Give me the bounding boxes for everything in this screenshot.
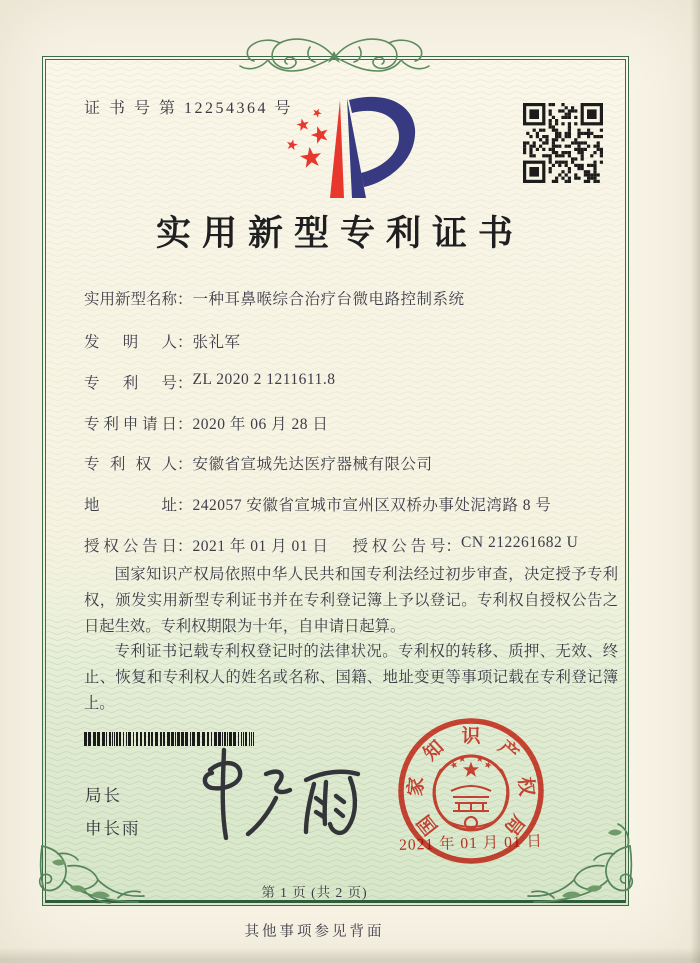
field-value: 242057 安徽省宣城市宣州区双桥办事处泥湾路 8 号 — [192, 497, 552, 514]
field-value: 2020 年 06 月 28 日 — [192, 416, 329, 433]
page-number: 第 1 页 (共 2 页) — [261, 885, 368, 900]
signer-name: 申长雨 — [85, 819, 141, 838]
field-colon: ： — [177, 334, 193, 351]
field-row-patent-number — [84, 371, 618, 393]
field-label: 授权公告日 — [84, 538, 177, 555]
svg-text:国: 国 — [413, 810, 443, 839]
field-value: 一种耳鼻喉综合治疗台微电路控制系统 — [192, 291, 465, 308]
svg-text:权: 权 — [514, 776, 537, 797]
field-row-address — [84, 493, 618, 515]
field-row-patentee — [84, 452, 618, 474]
field-colon: ： — [177, 538, 193, 555]
field-row-filing-date — [84, 412, 618, 434]
legal-paragraph-1: 国家知识产权局依照中华人民共和国专利法经过初步审查，决定授予专利权，颁发实用新型专利证书并在专利登记簿上予以登记。专利权自授权公告之日起生效。专利权期限为十年，自申请日起算。 — [84, 566, 618, 635]
field-label: 地址 — [84, 497, 177, 514]
field-row-grant — [84, 534, 618, 556]
legal-text-block — [84, 562, 618, 717]
certificate-number: 证 书 号 第 12254364 号 — [84, 100, 294, 117]
svg-text:产: 产 — [493, 736, 523, 766]
svg-text:家: 家 — [405, 776, 428, 797]
svg-text:识: 识 — [461, 726, 481, 747]
field-colon: ： — [445, 538, 462, 555]
director-signature — [188, 740, 368, 850]
field-value: 张礼军 — [192, 334, 241, 351]
field-value: 安徽省宣城先达医疗器械有限公司 — [192, 456, 433, 473]
logo-blue-wedge — [347, 98, 366, 198]
signer-block — [85, 779, 141, 845]
field-value: 2021 年 01 月 01 日 — [192, 538, 329, 555]
field-colon: ： — [177, 456, 193, 473]
back-side-note: 其他事项参见背面 — [244, 924, 385, 940]
cnipa-patent-logo — [280, 94, 420, 204]
field-label: 专利申请日 — [84, 416, 177, 433]
field-colon: ： — [177, 375, 193, 392]
field-value: ZL 2020 2 1211611.8 — [192, 371, 336, 388]
qr-code — [523, 103, 603, 183]
seal-date: 2021 年 01 月 01 日 — [398, 833, 544, 854]
field-value: CN 212261682 U — [461, 534, 579, 551]
field-colon: ： — [177, 497, 193, 514]
field-colon: ： — [177, 416, 193, 433]
field-colon: ： — [177, 291, 193, 308]
field-label: 发明人 — [84, 334, 177, 351]
svg-text:知: 知 — [419, 736, 449, 766]
legal-paragraph-2: 专利证书记载专利权登记时的法律状况。专利权的转移、质押、无效、终止、恢复和专利权人的姓名或名称、国籍、地址变更等事项记载在专利登记簿上。 — [84, 643, 618, 712]
svg-text:局: 局 — [499, 810, 529, 839]
field-label: 专利权人 — [84, 456, 177, 473]
field-label: 实用新型名称 — [84, 291, 178, 308]
field-row-inventor — [84, 330, 618, 352]
field-row-name — [84, 287, 618, 309]
signer-title: 局长 — [85, 786, 122, 805]
logo-stars — [286, 107, 331, 169]
certificate-title: 实用新型专利证书 — [155, 214, 524, 253]
logo-red-wedge — [330, 100, 344, 198]
field-label: 授权公告号 — [352, 538, 446, 555]
field-label: 专利号 — [84, 375, 177, 392]
